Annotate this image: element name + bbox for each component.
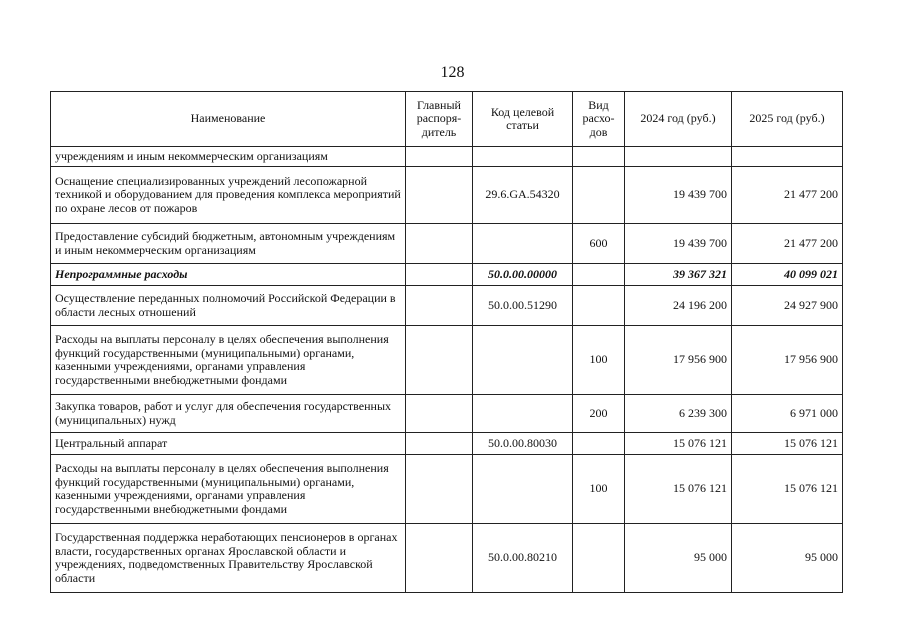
table-row-section bbox=[51, 264, 843, 286]
row-code: 50.0.00.80210 bbox=[473, 524, 573, 593]
row-type: 100 bbox=[573, 455, 625, 524]
row-name: Непрограммные расходы bbox=[51, 264, 406, 286]
row-type bbox=[573, 286, 625, 326]
row-2024: 15 076 121 bbox=[625, 433, 732, 455]
table-row bbox=[51, 147, 843, 167]
row-chief bbox=[406, 524, 473, 593]
header-chief: Главный распоря-дитель bbox=[406, 92, 473, 147]
row-2024: 17 956 900 bbox=[625, 326, 732, 395]
row-chief bbox=[406, 264, 473, 286]
row-name: Расходы на выплаты персоналу в целях обеспечения выполнения функций государственными (муниципальными) органами, казенными учреждениями, органами управления государственными внебюджетными фондами bbox=[51, 455, 406, 524]
table-row bbox=[51, 524, 843, 593]
row-type bbox=[573, 264, 625, 286]
row-name: Предоставление субсидий бюджетным, автономным учреждениям и иным некоммерческим организациям bbox=[51, 224, 406, 264]
row-2024: 19 439 700 bbox=[625, 167, 732, 224]
table-header-row bbox=[51, 92, 843, 147]
table-row bbox=[51, 286, 843, 326]
row-code: 50.0.00.80030 bbox=[473, 433, 573, 455]
row-code: 50.0.00.51290 bbox=[473, 286, 573, 326]
row-code bbox=[473, 147, 573, 167]
row-chief bbox=[406, 326, 473, 395]
row-code: 29.6.GA.54320 bbox=[473, 167, 573, 224]
row-2025: 15 076 121 bbox=[732, 455, 843, 524]
row-chief bbox=[406, 224, 473, 264]
row-name: Центральный аппарат bbox=[51, 433, 406, 455]
row-chief bbox=[406, 167, 473, 224]
row-2024 bbox=[625, 147, 732, 167]
header-2025: 2025 год (руб.) bbox=[732, 92, 843, 147]
header-2024: 2024 год (руб.) bbox=[625, 92, 732, 147]
header-name: Наименование bbox=[51, 92, 406, 147]
row-code bbox=[473, 326, 573, 395]
table-row bbox=[51, 326, 843, 395]
row-2025: 21 477 200 bbox=[732, 167, 843, 224]
table-row bbox=[51, 433, 843, 455]
row-chief bbox=[406, 395, 473, 433]
row-2025: 6 971 000 bbox=[732, 395, 843, 433]
row-type bbox=[573, 167, 625, 224]
row-name: Расходы на выплаты персоналу в целях обеспечения выполнения функций государственными (муниципальными) органами, казенными учреждениями, органами управления государственными внебюджетными фондами bbox=[51, 326, 406, 395]
budget-table bbox=[50, 91, 843, 593]
row-2025: 24 927 900 bbox=[732, 286, 843, 326]
row-2024: 39 367 321 bbox=[625, 264, 732, 286]
row-type bbox=[573, 147, 625, 167]
row-code bbox=[473, 224, 573, 264]
row-name: Закупка товаров, работ и услуг для обеспечения государственных (муниципальных) нужд bbox=[51, 395, 406, 433]
table-row bbox=[51, 167, 843, 224]
row-name: Осуществление переданных полномочий Российской Федерации в области лесных отношений bbox=[51, 286, 406, 326]
header-type: Вид расхо-дов bbox=[573, 92, 625, 147]
page-number: 128 bbox=[440, 64, 465, 81]
table-row bbox=[51, 395, 843, 433]
row-type: 600 bbox=[573, 224, 625, 264]
row-chief bbox=[406, 147, 473, 167]
row-code bbox=[473, 395, 573, 433]
row-2024: 15 076 121 bbox=[625, 455, 732, 524]
row-chief bbox=[406, 433, 473, 455]
table-row bbox=[51, 224, 843, 264]
table-row bbox=[51, 455, 843, 524]
row-code: 50.0.00.00000 bbox=[473, 264, 573, 286]
row-name: Оснащение специализированных учреждений лесопожарной техникой и оборудованием для проведения комплекса мероприятий по охране лесов от пожаров bbox=[51, 167, 406, 224]
row-2025: 15 076 121 bbox=[732, 433, 843, 455]
row-name: учреждениям и иным некоммерческим организациям bbox=[51, 147, 406, 167]
row-2025: 95 000 bbox=[732, 524, 843, 593]
row-2025: 17 956 900 bbox=[732, 326, 843, 395]
header-code: Код целевой статьи bbox=[473, 92, 573, 147]
row-2025: 40 099 021 bbox=[732, 264, 843, 286]
row-type bbox=[573, 524, 625, 593]
row-code bbox=[473, 455, 573, 524]
row-2024: 24 196 200 bbox=[625, 286, 732, 326]
row-type: 100 bbox=[573, 326, 625, 395]
row-type: 200 bbox=[573, 395, 625, 433]
row-2024: 6 239 300 bbox=[625, 395, 732, 433]
row-type bbox=[573, 433, 625, 455]
row-2025: 21 477 200 bbox=[732, 224, 843, 264]
row-chief bbox=[406, 455, 473, 524]
row-chief bbox=[406, 286, 473, 326]
row-name: Государственная поддержка неработающих пенсионеров в органах власти, государственных органах Ярославской области и учреждениях, подведомственных Правительству Ярославской области bbox=[51, 524, 406, 593]
row-2024: 95 000 bbox=[625, 524, 732, 593]
row-2024: 19 439 700 bbox=[625, 224, 732, 264]
row-2025 bbox=[732, 147, 843, 167]
